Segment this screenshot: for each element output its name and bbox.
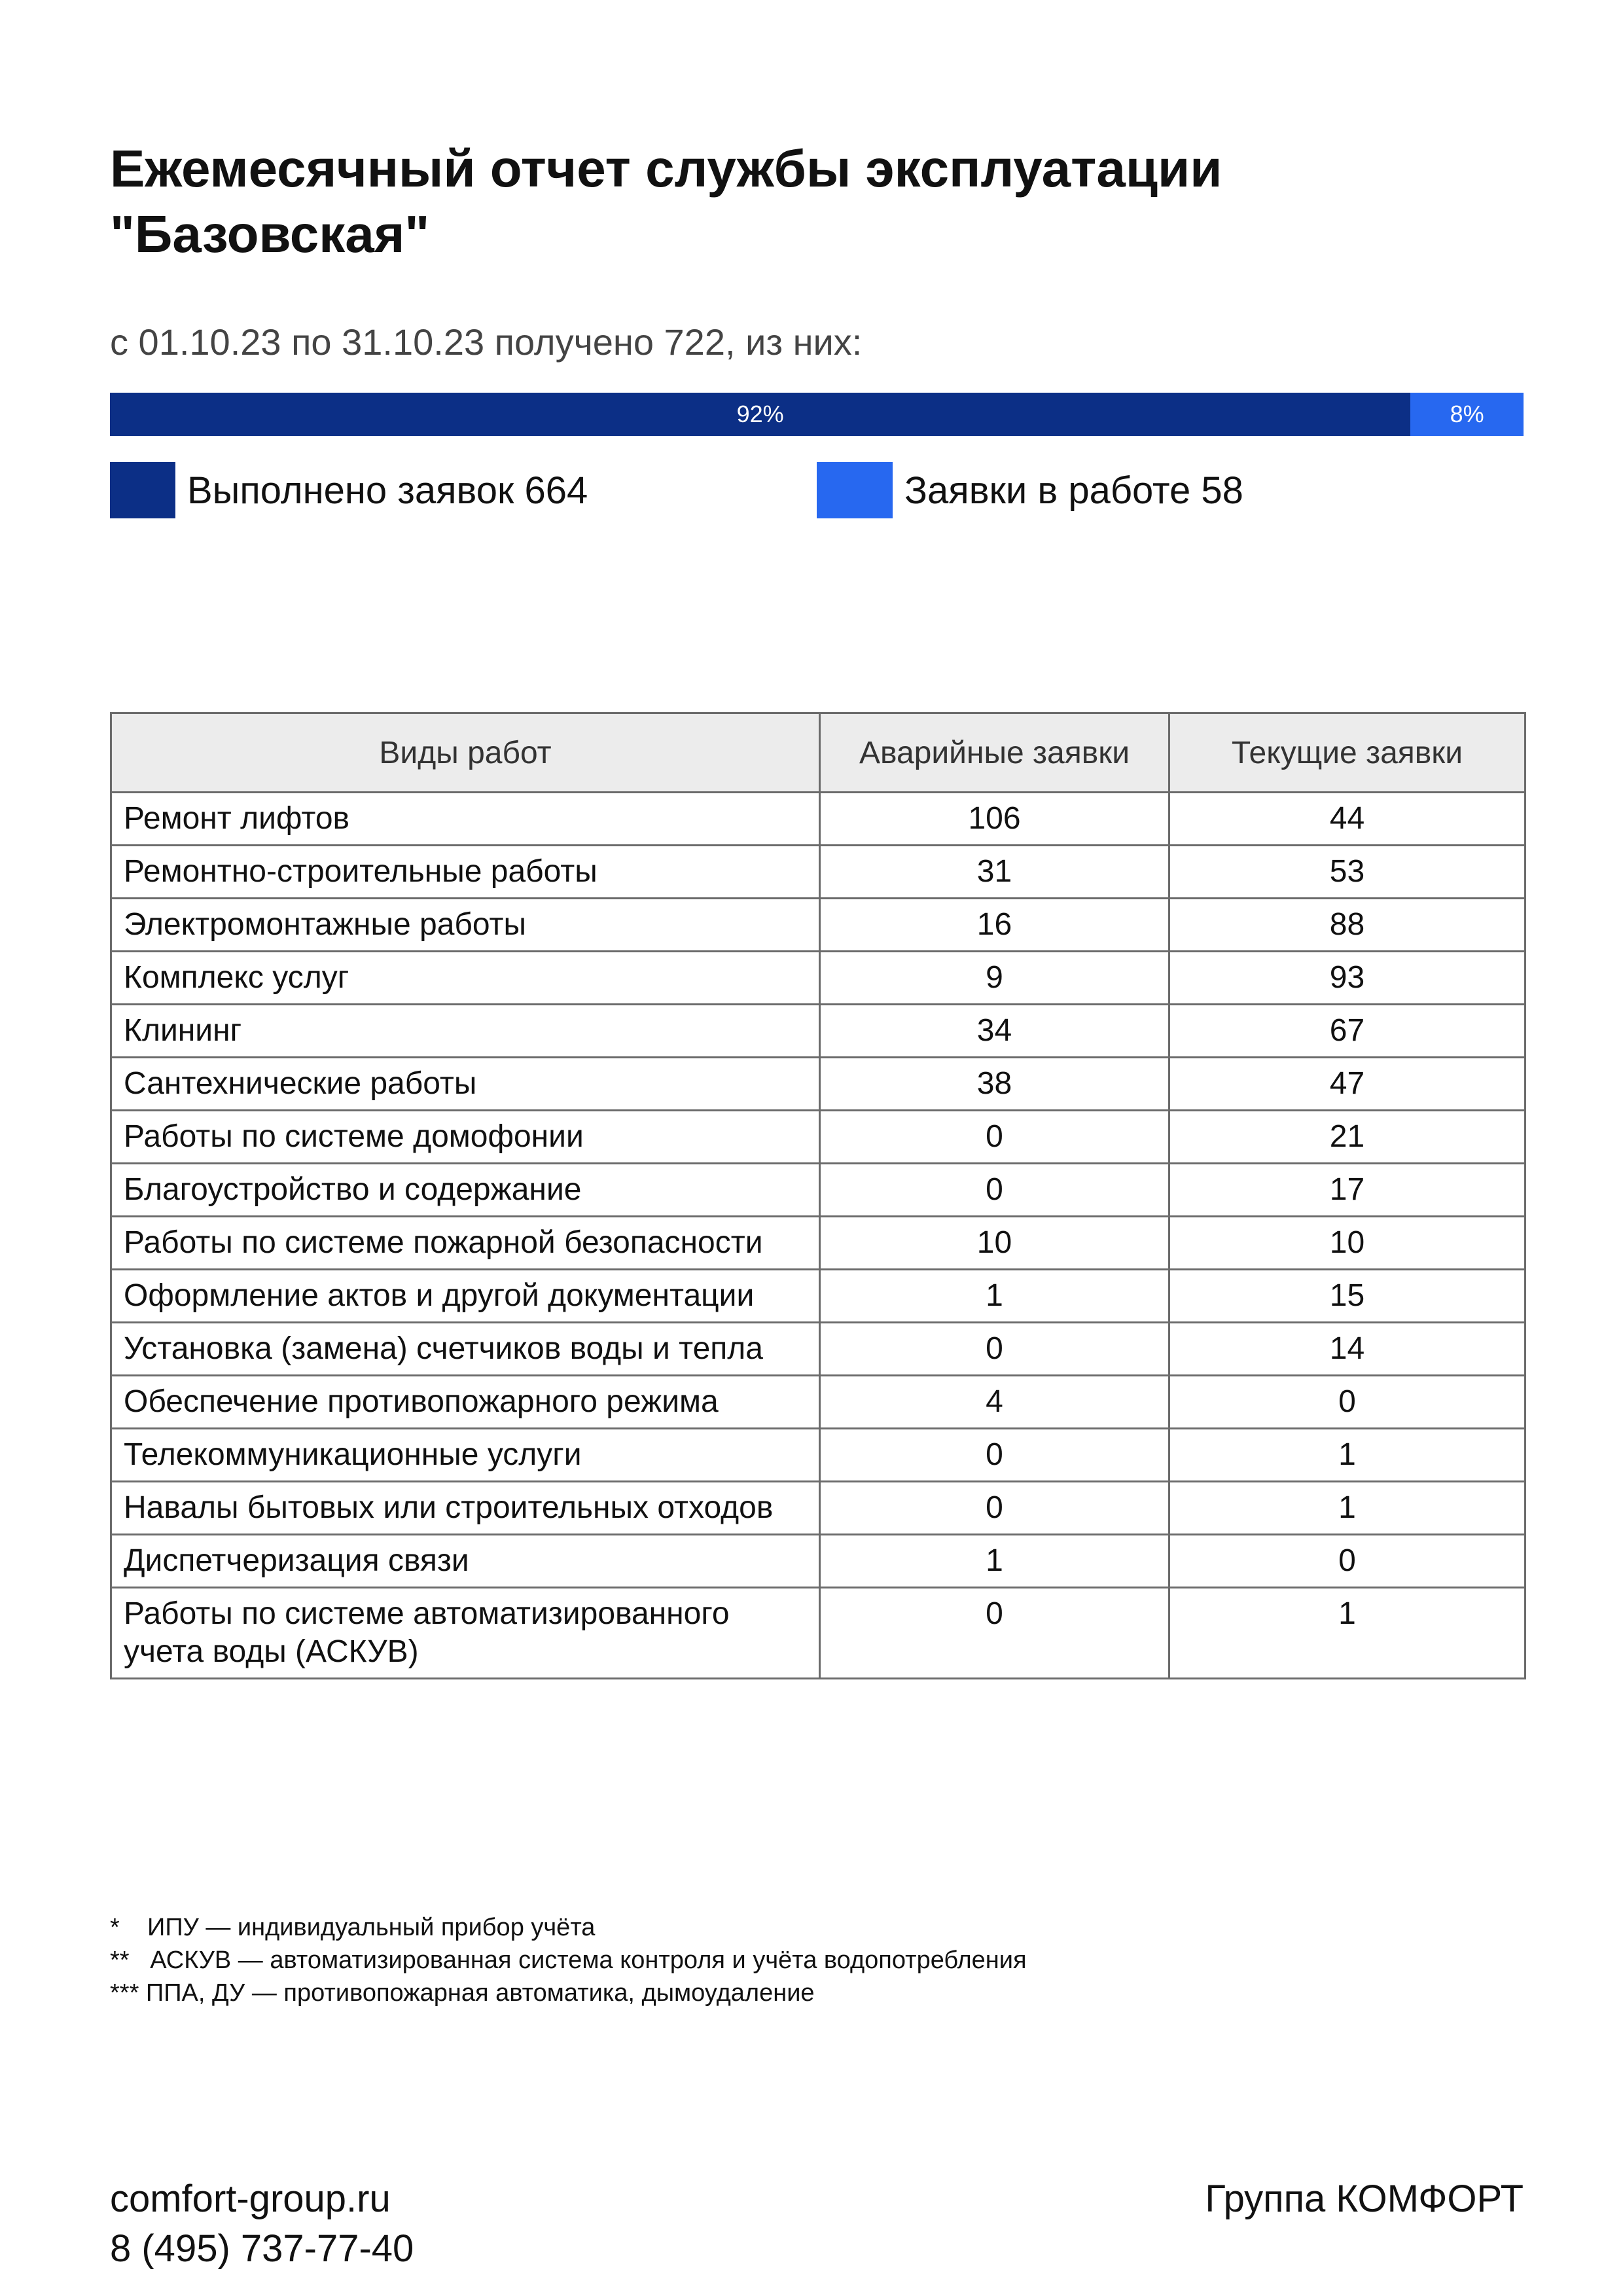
website-link[interactable]: comfort-group.ru (110, 2178, 391, 2220)
legend-done-swatch (110, 462, 175, 518)
company-name: Группа КОМФОРТ (1205, 2178, 1524, 2220)
footnotes (110, 1911, 1027, 2009)
cell-work-type: Благоустройство и содержание (111, 1164, 820, 1217)
cell-emergency: 4 (820, 1376, 1169, 1429)
table-row (111, 1217, 1525, 1270)
cell-emergency: 10 (820, 1217, 1169, 1270)
cell-current: 0 (1169, 1535, 1525, 1588)
contacts (110, 2174, 414, 2274)
header-current: Текущие заявки (1169, 713, 1525, 793)
footnote: * ИПУ — индивидуальный прибор учёта (110, 1914, 596, 1941)
cell-work-type: Электромонтажные работы (111, 899, 820, 952)
cell-emergency: 9 (820, 952, 1169, 1005)
cell-work-type: Диспетчеризация связи (111, 1535, 820, 1588)
cell-emergency: 34 (820, 1005, 1169, 1058)
table-row (111, 1588, 1525, 1679)
table-row (111, 1535, 1525, 1588)
cell-current: 1 (1169, 1429, 1525, 1482)
cell-work-type: Работы по системе автоматизированного учета воды (АСКУВ) (111, 1588, 820, 1679)
cell-work-type: Комплекс услуг (111, 952, 820, 1005)
cell-current: 67 (1169, 1005, 1525, 1058)
phone-number: 8 (495) 737-77-40 (110, 2227, 414, 2270)
table-row (111, 1429, 1525, 1482)
cell-current: 15 (1169, 1270, 1525, 1323)
work-types-table (110, 712, 1526, 1679)
cell-work-type: Работы по системе домофонии (111, 1111, 820, 1164)
header-emergency: Аварийные заявки (820, 713, 1169, 793)
in-work-segment (1410, 393, 1524, 436)
legend-in-work (817, 462, 1243, 518)
legend-done (110, 462, 588, 518)
in-work-percent-label: 8% (1450, 401, 1484, 427)
cell-current: 53 (1169, 846, 1525, 899)
table-row (111, 793, 1525, 846)
cell-emergency: 106 (820, 793, 1169, 846)
done-segment (110, 393, 1410, 436)
cell-current: 93 (1169, 952, 1525, 1005)
cell-current: 1 (1169, 1482, 1525, 1535)
cell-emergency: 1 (820, 1535, 1169, 1588)
cell-current: 21 (1169, 1111, 1525, 1164)
footnote: ** АСКУВ — автоматизированная система контроля и учёта водопотребления (110, 1946, 1027, 1974)
completion-progress-bar (110, 393, 1524, 436)
cell-work-type: Работы по системе пожарной безопасности (111, 1217, 820, 1270)
cell-current: 88 (1169, 899, 1525, 952)
table-row (111, 1164, 1525, 1217)
cell-current: 47 (1169, 1058, 1525, 1111)
table-row (111, 1005, 1525, 1058)
done-percent-label: 92% (736, 401, 784, 427)
report-title: Ежемесячный отчет службы эксплуатации "Базовская" (110, 139, 1222, 263)
table-row (111, 1482, 1525, 1535)
table-row (111, 1111, 1525, 1164)
table-row (111, 952, 1525, 1005)
cell-emergency: 0 (820, 1323, 1169, 1376)
legend-in-work-label: Заявки в работе 58 (904, 469, 1243, 512)
cell-work-type: Телекоммуникационные услуги (111, 1429, 820, 1482)
cell-emergency: 16 (820, 899, 1169, 952)
cell-current: 1 (1169, 1588, 1525, 1679)
table-row (111, 1376, 1525, 1429)
legend-in-work-swatch (817, 462, 893, 518)
cell-current: 14 (1169, 1323, 1525, 1376)
cell-emergency: 0 (820, 1429, 1169, 1482)
table-row (111, 899, 1525, 952)
cell-work-type: Оформление актов и другой документации (111, 1270, 820, 1323)
cell-emergency: 31 (820, 846, 1169, 899)
header-work-type: Виды работ (111, 713, 820, 793)
cell-work-type: Сантехнические работы (111, 1058, 820, 1111)
cell-work-type: Клининг (111, 1005, 820, 1058)
cell-emergency: 0 (820, 1164, 1169, 1217)
table-header-row (111, 713, 1525, 793)
cell-current: 44 (1169, 793, 1525, 846)
cell-emergency: 38 (820, 1058, 1169, 1111)
table-row (111, 1323, 1525, 1376)
table-row (111, 1270, 1525, 1323)
period-summary: с 01.10.23 по 31.10.23 получено 722, из них: (110, 321, 863, 363)
table-row (111, 846, 1525, 899)
cell-emergency: 0 (820, 1111, 1169, 1164)
cell-current: 0 (1169, 1376, 1525, 1429)
cell-work-type: Установка (замена) счетчиков воды и тепла (111, 1323, 820, 1376)
cell-emergency: 0 (820, 1588, 1169, 1679)
cell-emergency: 0 (820, 1482, 1169, 1535)
cell-work-type: Навалы бытовых или строительных отходов (111, 1482, 820, 1535)
cell-current: 10 (1169, 1217, 1525, 1270)
cell-work-type: Обеспечение противопожарного режима (111, 1376, 820, 1429)
cell-current: 17 (1169, 1164, 1525, 1217)
table-row (111, 1058, 1525, 1111)
footnote: *** ППА, ДУ — противопожарная автоматика, дымоудаление (110, 1979, 815, 2007)
legend-done-label: Выполнено заявок 664 (187, 469, 588, 512)
cell-work-type: Ремонтно-строительные работы (111, 846, 820, 899)
cell-emergency: 1 (820, 1270, 1169, 1323)
cell-work-type: Ремонт лифтов (111, 793, 820, 846)
